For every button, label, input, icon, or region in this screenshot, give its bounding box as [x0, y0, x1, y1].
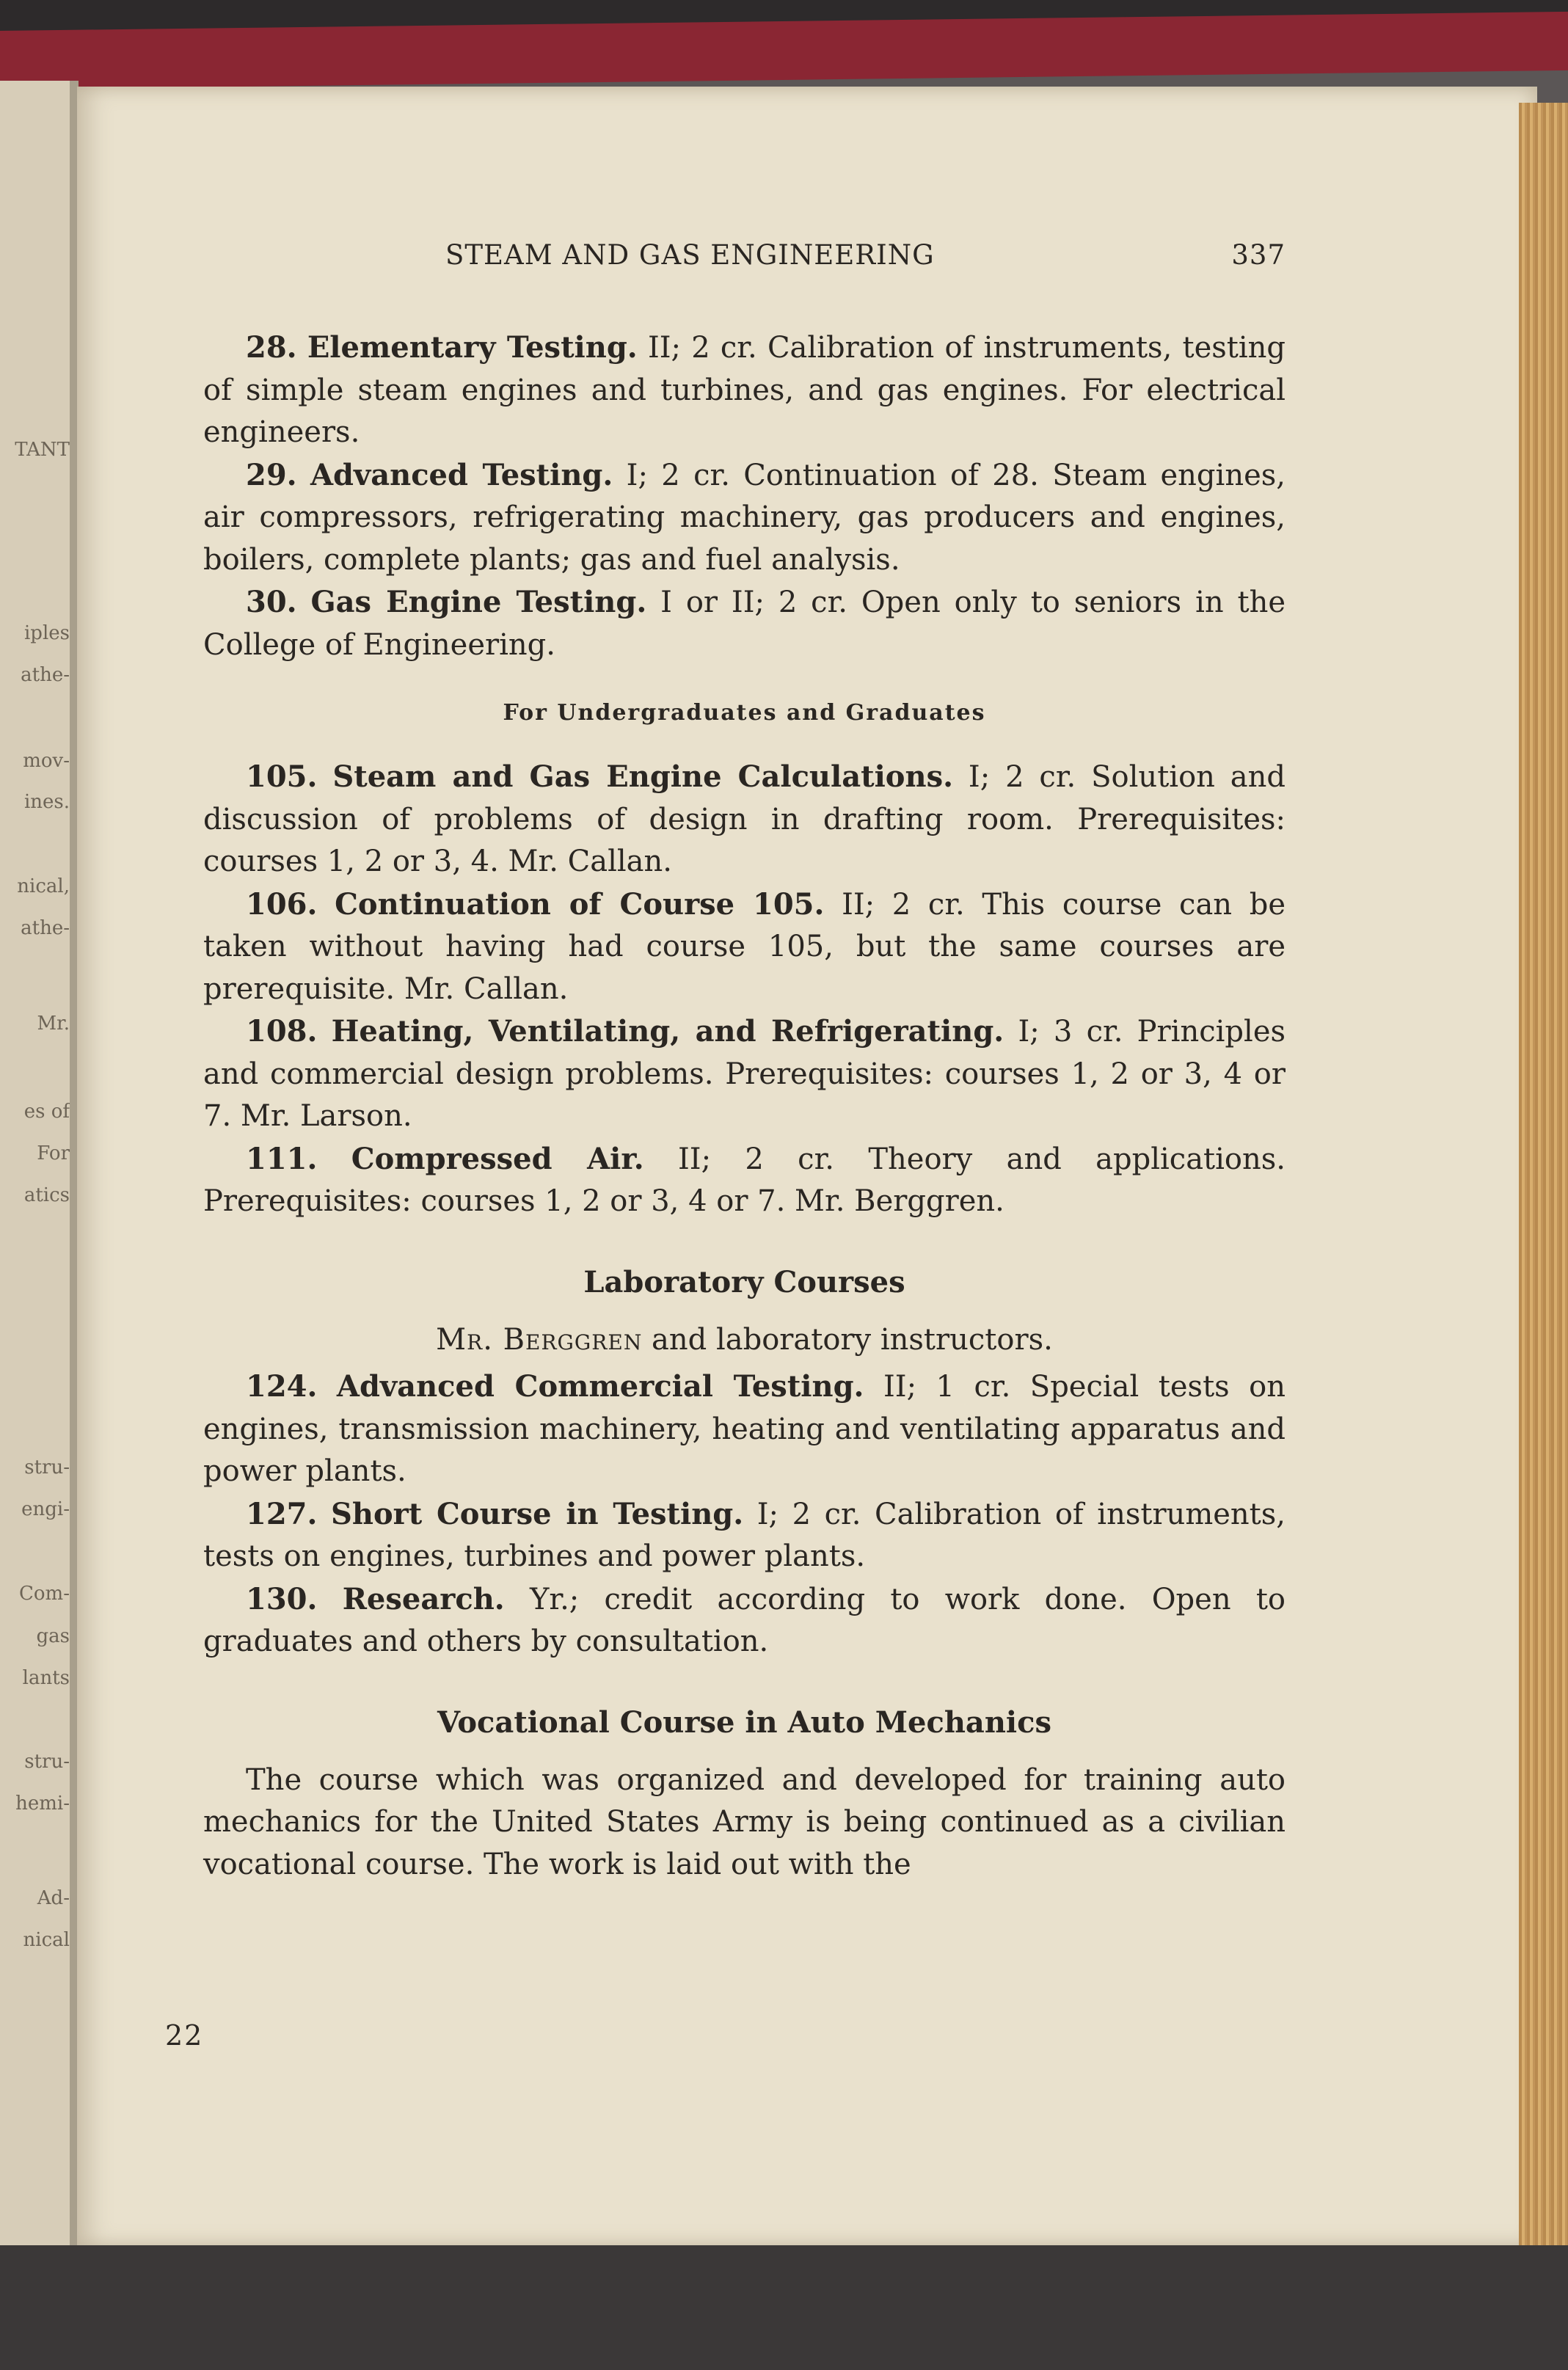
section-heading-undergrad: For Undergraduates and Graduates [503, 700, 986, 726]
signature-mark: 22 [165, 2019, 204, 2052]
margin-fragment: Ad- [37, 1887, 70, 1909]
facing-page-edge [0, 81, 73, 2253]
margin-fragment: stru- [24, 1751, 70, 1773]
page-number: 337 [1231, 239, 1286, 271]
margin-fragment: athe- [21, 664, 70, 686]
margin-fragment: engi- [21, 1498, 70, 1520]
course-number: 28. [246, 330, 297, 365]
course-title: Short Course in Testing. [330, 1496, 744, 1531]
course-number: 108. [246, 1014, 318, 1049]
course-title: Continuation of Course 105. [335, 886, 825, 922]
course-description: Yr.; credit according to work done. Open to graduates and others by consultation. [203, 1582, 1286, 1658]
margin-fragment: Com- [19, 1583, 70, 1605]
section-heading-laboratory: Laboratory Courses [583, 1264, 905, 1299]
course-entry-108 [203, 1010, 1286, 1138]
course-entry-124 [203, 1366, 1286, 1493]
course-description: II; 2 cr. Calibration of instruments, testing of simple steam engines and turbines, and gas engines. For electrical engineers. [203, 331, 1286, 449]
margin-fragment: lants [22, 1667, 70, 1689]
margin-fragment: atics [23, 1184, 70, 1206]
vocational-paragraph: The course which was organized and developed for training auto mechanics for the United States Army is being continued as a civilian vocational course. The work is laid out with the [203, 1762, 1286, 1881]
course-title: Compressed Air. [351, 1141, 644, 1176]
margin-fragment: nical [23, 1929, 70, 1951]
margin-fragment: stru- [24, 1456, 70, 1478]
course-description: I or II; 2 cr. Open only to seniors in the College of Engineering. [203, 586, 1286, 662]
course-entry-127 [203, 1493, 1286, 1578]
page-body [203, 327, 1286, 1886]
course-description: II; 2 cr. This course can be taken without having had course 105, but the same courses are prerequisite. Mr. Callan. [203, 887, 1286, 1006]
course-entry-105 [203, 756, 1286, 883]
course-entry-111 [203, 1138, 1286, 1223]
course-title: Steam and Gas Engine Calculations. [332, 759, 954, 794]
margin-fragment: es of [23, 1101, 70, 1123]
margin-fragment: gas [36, 1625, 70, 1647]
course-title: Advanced Testing. [310, 457, 613, 492]
course-description: II; 2 cr. Theory and applications. Prerequisites: courses 1, 2 or 3, 4 or 7. Mr. Berggren. [203, 1142, 1286, 1218]
margin-fragment: nical, [17, 875, 70, 897]
course-entry-130 [203, 1578, 1286, 1663]
course-number: 111. [246, 1141, 318, 1176]
course-number: 30. [246, 585, 297, 619]
lab-instructors [203, 1319, 1286, 1362]
course-entry-29 [203, 454, 1286, 582]
course-title: Heating, Ventilating, and Refrigerating. [331, 1014, 1004, 1049]
running-head-title: STEAM AND GAS ENGINEERING [445, 239, 935, 271]
course-entry-28 [203, 327, 1286, 454]
margin-fragment: ines. [23, 791, 70, 813]
instructor-rest: and laboratory instructors. [642, 1322, 1053, 1357]
course-description: I; 3 cr. Principles and commercial design problems. Prerequisites: courses 1, 2 or 3, 4 or 7. Mr. Larson. [203, 1015, 1286, 1133]
course-title: Research. [342, 1581, 505, 1616]
course-entry-106 [203, 883, 1286, 1011]
course-description: II; 1 cr. Special tests on engines, transmission machinery, heating and ventilating apparatus and power plants. [203, 1370, 1286, 1488]
section-heading-vocational: Vocational Course in Auto Mechanics [437, 1704, 1051, 1740]
course-description: I; 2 cr. Solution and discussion of problems of design in drafting room. Prerequisites: courses 1, 2 or 3, 4. Mr. Callan. [203, 760, 1286, 878]
margin-fragment: For [37, 1142, 70, 1164]
margin-fragment: athe- [21, 917, 70, 939]
course-description: I; 2 cr. Continuation of 28. Steam engines, air compressors, refrigerating machinery, gas producers and engines, boilers, complete plants; gas and fuel analysis. [203, 458, 1286, 577]
course-number: 106. [246, 886, 318, 922]
page-fore-edge [1519, 103, 1568, 2245]
course-number: 29. [246, 457, 297, 492]
course-number: 127. [246, 1496, 318, 1531]
running-head [203, 235, 1286, 271]
margin-fragment: iples [23, 622, 70, 644]
course-number: 105. [246, 759, 318, 794]
margin-fragment: TANT [15, 439, 70, 461]
course-description: I; 2 cr. Calibration of instruments, tests on engines, turbines and power plants. [203, 1497, 1286, 1573]
course-entry-30 [203, 581, 1286, 666]
course-title: Advanced Commercial Testing. [336, 1369, 864, 1404]
course-title: Elementary Testing. [307, 330, 638, 365]
course-number: 124. [246, 1369, 318, 1404]
margin-fragment: Mr. [37, 1013, 70, 1035]
course-title: Gas Engine Testing. [310, 585, 647, 619]
margin-fragment: hemi- [15, 1793, 70, 1815]
margin-fragment: mov- [23, 750, 70, 772]
instructor-name: Mr. Berggren [436, 1322, 643, 1357]
course-number: 130. [246, 1581, 318, 1616]
scan-background-bottom [0, 2245, 1568, 2370]
